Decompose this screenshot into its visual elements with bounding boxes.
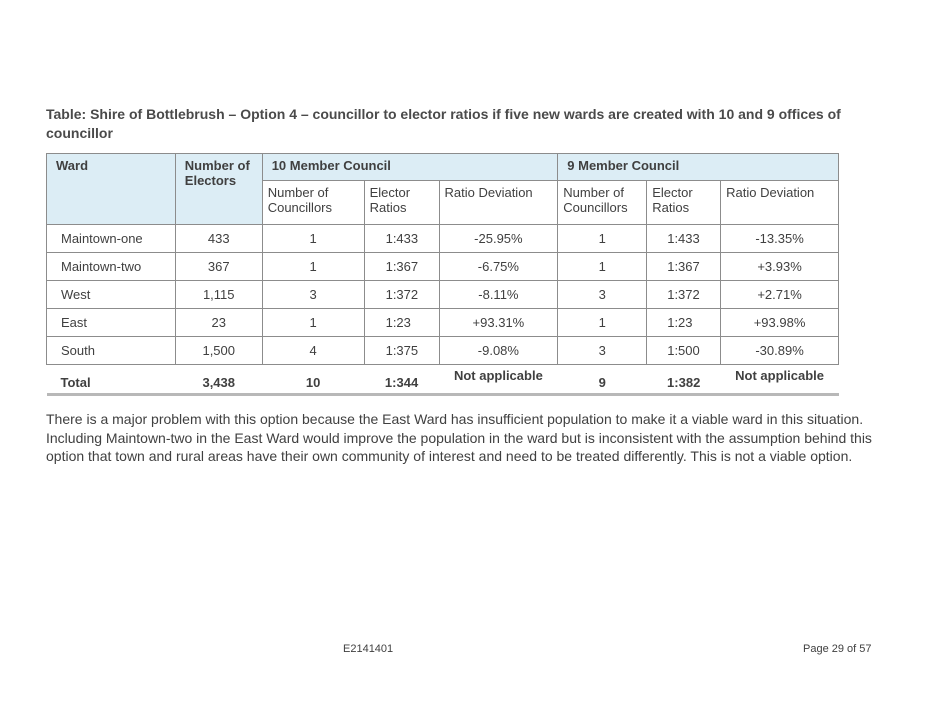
- ward-cell: West: [47, 281, 176, 309]
- total-ratio-9: 1:382: [647, 365, 721, 395]
- table-caption: Table: Shire of Bottlebrush – Option 4 – councillor to elector ratios if five new wards are created with 10 and 9 offices of councillor: [46, 106, 841, 141]
- electors-cell: 1,115: [175, 281, 262, 309]
- footer-page-number: Page 29 of 57: [803, 643, 872, 655]
- deviation-10-cell: -9.08%: [439, 337, 558, 365]
- total-deviation-10: Not applicable: [439, 365, 558, 395]
- ratio-10-cell: 1:23: [364, 309, 439, 337]
- ratio-9-cell: 1:367: [647, 253, 721, 281]
- total-deviation-9: Not applicable: [721, 365, 839, 395]
- table-row: [47, 225, 839, 253]
- footer-document-id: E2141401: [343, 643, 394, 655]
- total-councillors-10: 10: [262, 365, 364, 395]
- councillors-10-cell: 1: [262, 253, 364, 281]
- ratio-9-cell: 1:433: [647, 225, 721, 253]
- ratio-10-cell: 1:433: [364, 225, 439, 253]
- deviation-9-cell: -13.35%: [721, 225, 839, 253]
- ratio-9-cell: 1:23: [647, 309, 721, 337]
- deviation-10-cell: -6.75%: [439, 253, 558, 281]
- header-councillors-10: Number of Councillors: [262, 181, 364, 225]
- table-row: [47, 309, 839, 337]
- ward-cell: South: [47, 337, 176, 365]
- deviation-9-cell: +2.71%: [721, 281, 839, 309]
- councillors-9-cell: 3: [558, 337, 647, 365]
- ratio-9-cell: 1:500: [647, 337, 721, 365]
- total-councillors-9: 9: [558, 365, 647, 395]
- councillors-10-cell: 4: [262, 337, 364, 365]
- header-councillors-9: Number of Councillors: [558, 181, 647, 225]
- deviation-10-cell: -25.95%: [439, 225, 558, 253]
- councillors-9-cell: 1: [558, 309, 647, 337]
- electors-cell: 1,500: [175, 337, 262, 365]
- table-row: [47, 337, 839, 365]
- header-ward: Ward: [47, 154, 176, 225]
- header-deviation-10: Ratio Deviation: [439, 181, 558, 225]
- ward-cell: Maintown-two: [47, 253, 176, 281]
- total-electors: 3,438: [175, 365, 262, 395]
- councillors-10-cell: 1: [262, 309, 364, 337]
- electors-cell: 367: [175, 253, 262, 281]
- header-ratios-9: Elector Ratios: [647, 181, 721, 225]
- deviation-10-cell: +93.31%: [439, 309, 558, 337]
- elector-ratio-table: [46, 153, 839, 396]
- ward-cell: East: [47, 309, 176, 337]
- councillors-9-cell: 1: [558, 225, 647, 253]
- deviation-9-cell: +3.93%: [721, 253, 839, 281]
- councillors-10-cell: 3: [262, 281, 364, 309]
- header-electors: Number of Electors: [175, 154, 262, 225]
- table-row: [47, 253, 839, 281]
- total-ratio-10: 1:344: [364, 365, 439, 395]
- body-paragraph: There is a major problem with this option because the East Ward has insufficient population to make it a viable ward in this situation. Including Maintown-two in the East Ward would improve the population in the ward but is inconsistent with the assumption behind this option that town and rural areas have their own community of interest and need to be treated differently. This is not a viable option.: [46, 411, 872, 464]
- header-deviation-9: Ratio Deviation: [721, 181, 839, 225]
- table-row: [47, 281, 839, 309]
- ward-cell: Maintown-one: [47, 225, 176, 253]
- header-ratios-10: Elector Ratios: [364, 181, 439, 225]
- ratio-10-cell: 1:367: [364, 253, 439, 281]
- total-row: [47, 365, 839, 395]
- deviation-10-cell: -8.11%: [439, 281, 558, 309]
- header-9-member-council: 9 Member Council: [558, 154, 839, 181]
- councillors-10-cell: 1: [262, 225, 364, 253]
- electors-cell: 433: [175, 225, 262, 253]
- ratio-10-cell: 1:372: [364, 281, 439, 309]
- header-10-member-council: 10 Member Council: [262, 154, 558, 181]
- councillors-9-cell: 1: [558, 253, 647, 281]
- ratio-9-cell: 1:372: [647, 281, 721, 309]
- total-label: Total: [47, 365, 176, 395]
- ratio-10-cell: 1:375: [364, 337, 439, 365]
- councillors-9-cell: 3: [558, 281, 647, 309]
- deviation-9-cell: -30.89%: [721, 337, 839, 365]
- deviation-9-cell: +93.98%: [721, 309, 839, 337]
- electors-cell: 23: [175, 309, 262, 337]
